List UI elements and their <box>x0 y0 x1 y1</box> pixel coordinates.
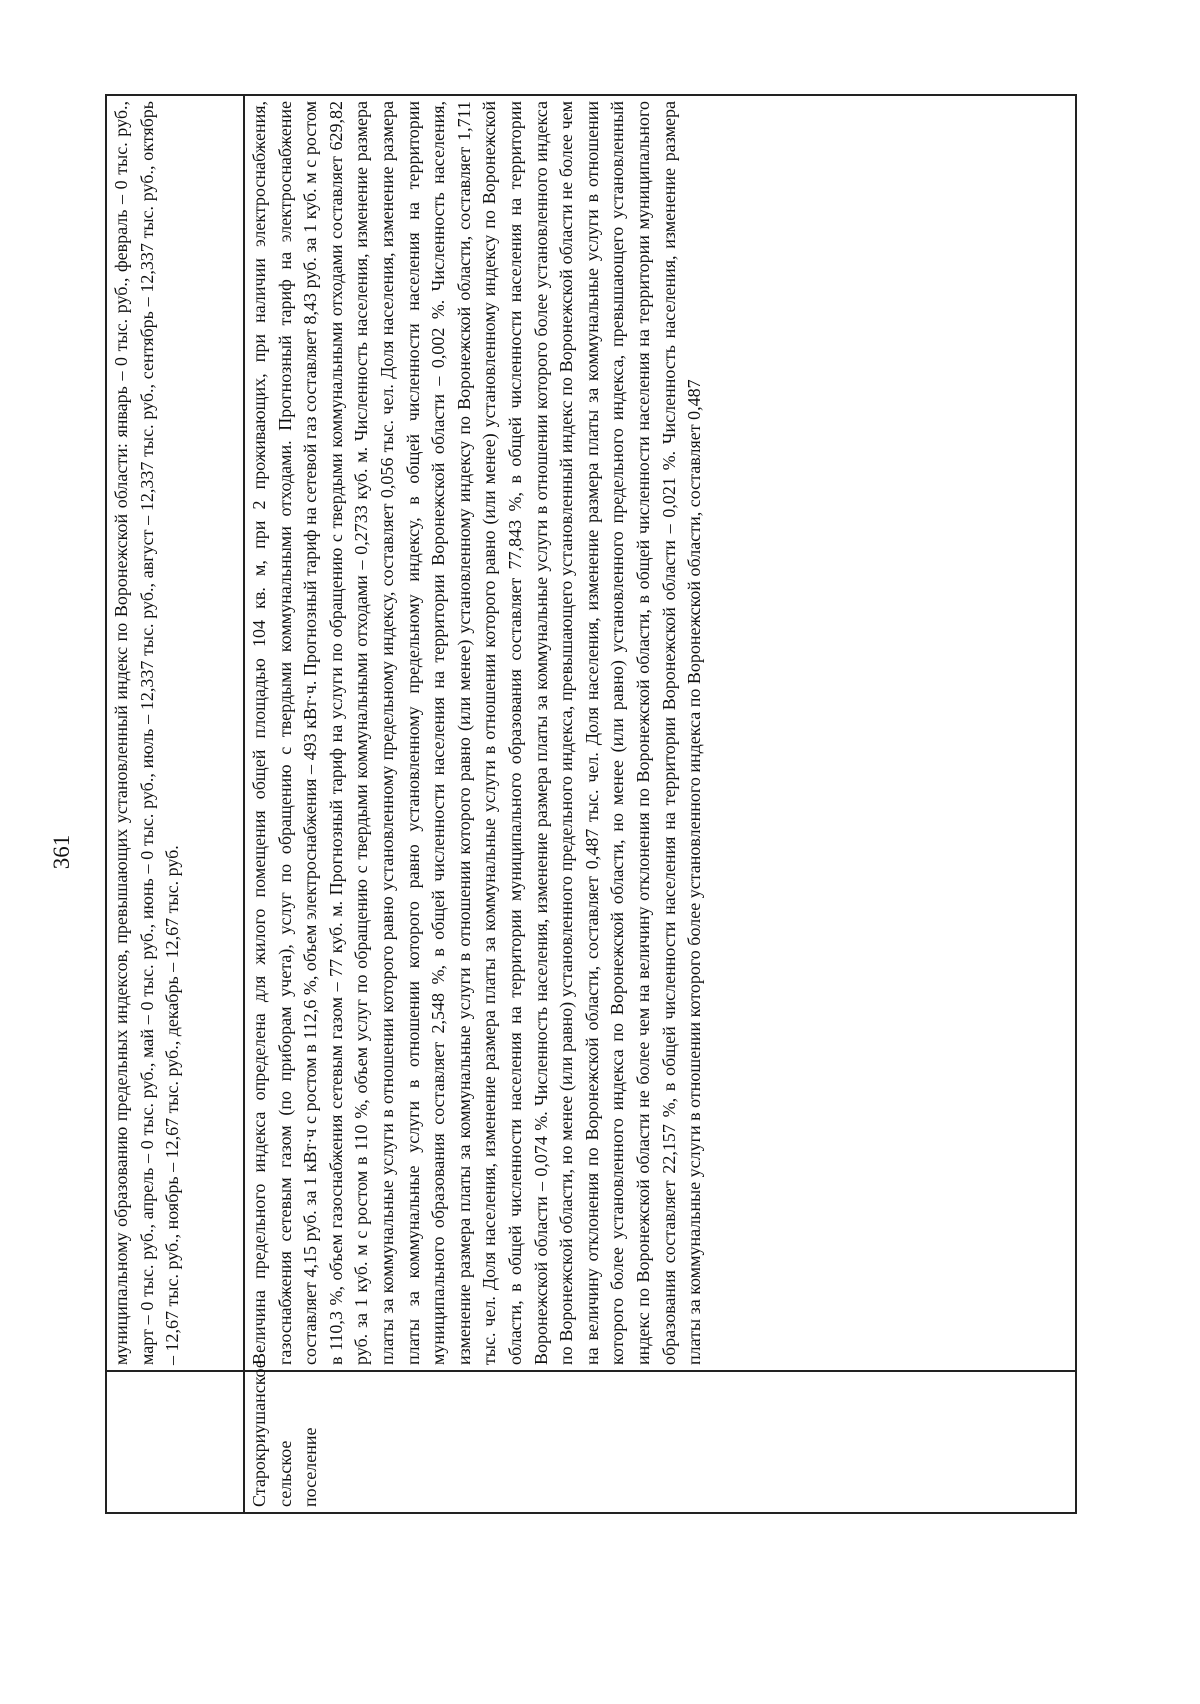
document-table-wrapper <box>105 94 1077 1514</box>
municipality-name-cell: Старокриушанское сельское поселение <box>244 1371 1076 1513</box>
description-cell: Величина предельного индекса определена для жилого помещения общей площадью 104 кв. м, при 2 проживающих, при наличии электроснабжения, газоснабжения сетевым газом (по приборам учета), услуг по обращению с твердыми коммунальными отходами. Прогнозный тариф на электроснабжение составляет 4,15 руб. за 1 кВт·ч с ростом в 112,6 %, объем электроснабжения – 493 кВт·ч. Прогнозный тариф на сетевой газ составляет 8,43 руб. за 1 куб. м с ростом в 110,3 %, объем газоснабжения сетевым газом – 77 куб. м. Прогнозный тариф на услуги по обращению с твердыми коммунальными отходами составляет 629,82 руб. за 1 куб. м с ростом в 110 %, объем услуг по обращению с твердыми коммунальными отходами – 0,2733 куб. м. Численность населения, изменение размера платы за коммунальные услуги в отношении которого равно установленному предельному индексу, составляет 0,056 тыс. чел. Доля населения, изменение размера платы за коммунальные услуги в отношении которого равно установленному предельному индексу, в общей численности населения на территории муниципального образования составляет 2,548 %, в общей численности населения на территории Воронежской области – 0,002 %. Численность населения, изменение размера платы за коммунальные услуги в отношении которого равно (или менее) установленному индексу по Воронежской области, составляет 1,711 тыс. чел. Доля населения, изменение размера платы за коммунальные услуги в отношении которого равно (или менее) установленному индексу по Воронежской области, в общей численности населения на территории муниципального образования составляет 77,843 %, в общей численности населения на территории Воронежской области – 0,074 %. Численность населения, изменение размера платы за коммунальные услуги в отношении которого более установленного индекса по Воронежской области, но менее (или равно) установленного предельного индекса, превышающего установленный индекс по Воронежской области не более чем на величину отклонения по Воронежской области, составляет 0,487 тыс. чел. Доля населения, изменение размера платы за коммунальные услуги в отношении которого более установленного индекса по Воронежской области, но менее (или равно) установленного предельного индекса, превышающего установленный индекс по Воронежской области не более чем на величину отклонения по Воронежской области, в общей численности населения на территории муниципального образования составляет 22,157 %, в общей численности населения на территории Воронежской области – 0,021 %. Численность населения, изменение размера платы за коммунальные услуги в отношении которого более установленного индекса по Воронежской области, составляет 0,487 <box>244 95 1076 1371</box>
municipality-name-cell <box>106 1371 244 1513</box>
page-number: 361 <box>49 834 74 870</box>
index-table <box>105 94 1077 1514</box>
table-row <box>106 95 244 1513</box>
table-row <box>244 95 1076 1513</box>
description-cell: муниципальному образованию предельных индексов, превышающих установленный индекс по Воронежской области: январь – 0 тыс. руб., февраль – 0 тыс. руб., март – 0 тыс. руб., апрель – 0 тыс. руб., май – 0 тыс. руб., июнь – 0 тыс. руб., июль – 12,337 тыс. руб., август – 12,337 тыс. руб., сентябрь – 12,337 тыс. руб., октябрь – 12,67 тыс. руб., ноябрь – 12,67 тыс. руб., декабрь – 12,67 тыс. руб. <box>106 95 244 1371</box>
